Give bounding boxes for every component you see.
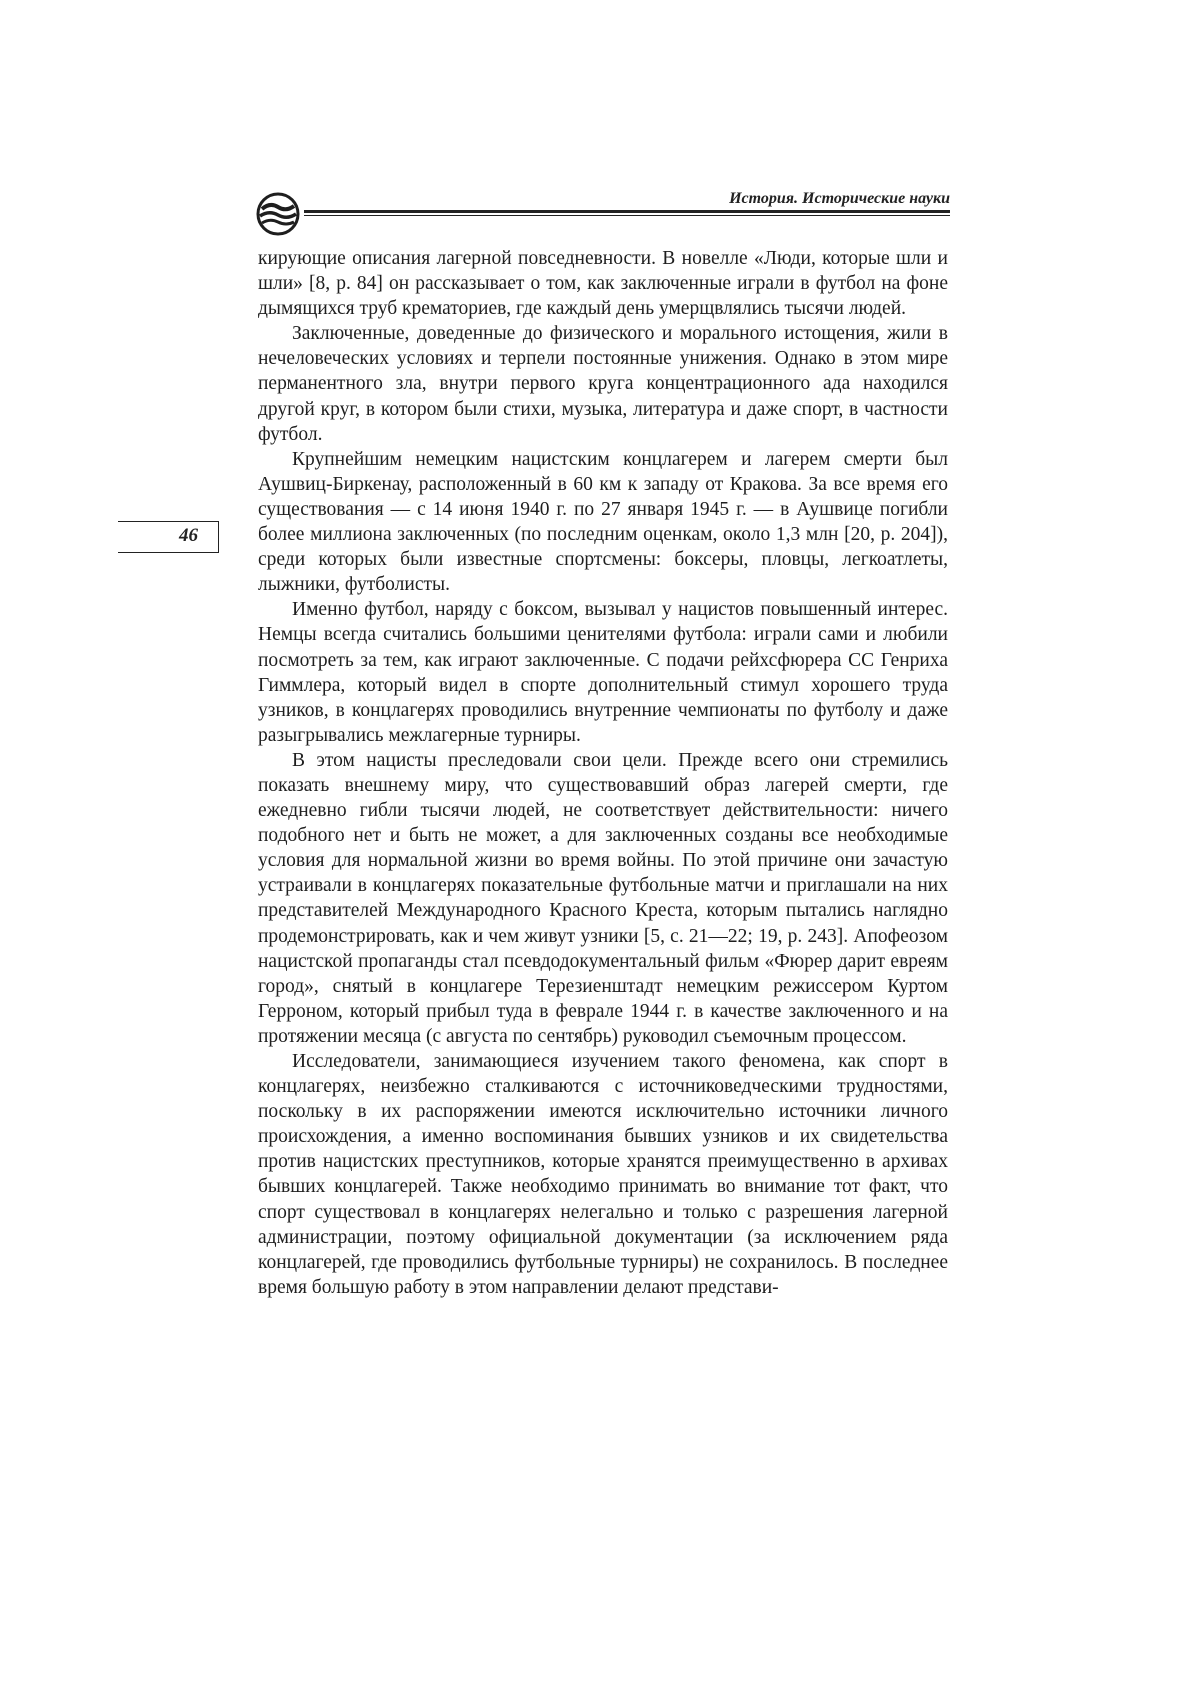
running-header-title: История. Исторические науки xyxy=(729,190,950,207)
paragraph: В этом нацисты преследовали свои цели. Прежде всего они стремились показать внешнему миру, что существовавший образ лагерей смерти, где ежедневно гибли тысячи людей, не соответствует действительности: ничего подобного нет и быть не может, а для заключенных созданы все необходимые условия для нормальной жизни во время войны. По этой причине они зачастую устраивали в концлагерях показательные футбольные матчи и приглашали на них представителей Международного Красного Креста, которым пытались наглядно продемонстрировать, как и чем живут узники [5, с. 21—22; 19, p. 243]. Апофеозом нацистской пропаганды стал псевдодокументальный фильм «Фюрер дарит евреям город», снятый в концлагере Терезиенштадт немецким режиссером Куртом Герроном, который прибыл туда в феврале 1944 г. в качестве заключенного и на протяжении месяца (с августа по сентябрь) руководил съемочным процессом. xyxy=(258,749,948,1047)
paragraph: Именно футбол, наряду с боксом, вызывал у нацистов повышенный интерес. Немцы всегда считались большими ценителями футбола: играли сами и любили посмотреть за тем, как играют заключенные. С подачи рейхсфюрера СС Генриха Гиммлера, который видел в спорте дополнительный стимул хорошего труда узников, в концлагерях проводились внутренние чемпионаты по футболу и даже разыгрывались межлагерные турниры. xyxy=(258,599,948,746)
header-rule-thin xyxy=(304,215,950,216)
paragraph: Заключенные, доведенные до физического и морального истощения, жили в нечеловеческих условиях и терпели постоянные унижения. Однако в этом мире перманентного зла, внутри первого круга концентрационного ада находился другой круг, в котором были стихи, музыка, литература и даже спорт, в частности футбол. xyxy=(258,323,948,445)
paragraph: Крупнейшим немецким нацистским концлагерем и лагерем смерти был Аушвиц-Биркенау, расположенный в 60 км к западу от Кракова. За все время его существования — с 14 июня 1940 г. по 27 января 1945 г. — в Аушвице погибли более миллиона заключенных (по последним оценкам, около 1,3 млн [20, p. 204]), среди которых были известные спортсмены: боксеры, пловцы, легкоатлеты, лыжники, футболисты. xyxy=(258,448,948,596)
page-number: 46 xyxy=(179,525,198,546)
header-rule-thick xyxy=(304,210,950,213)
article-body xyxy=(258,246,948,1300)
paragraph: кирующие описания лагерной повседневности. В новелле «Люди, которые шли и шли» [8, p. 84] он рассказывает о том, как заключенные играли в футбол на фоне дымящихся труб крематориев, где каждый день умерщвлялись тысячи людей. xyxy=(258,248,948,320)
paragraph: Исследователи, занимающиеся изучением такого феномена, как спорт в концлагерях, неизбежно сталкиваются с источниковедческими трудностями, поскольку в их распоряжении имеются исключительно источники личного происхождения, а именно воспоминания бывших узников и их свидетельства против нацистских преступников, которые хранятся преимущественно в архивах бывших концлагерей. Также необходимо принимать во внимание тот факт, что спорт существовал в концлагерях нелегально и только с разрешения лагерной администрации, поэтому официальной документации (за исключением ряда концлагерей, где проводились футбольные турниры) не сохранилось. В последнее время большую работу в этом направлении делают представи- xyxy=(258,1051,948,1298)
journal-wave-logo-icon xyxy=(256,192,300,236)
page-number-box xyxy=(118,521,219,553)
